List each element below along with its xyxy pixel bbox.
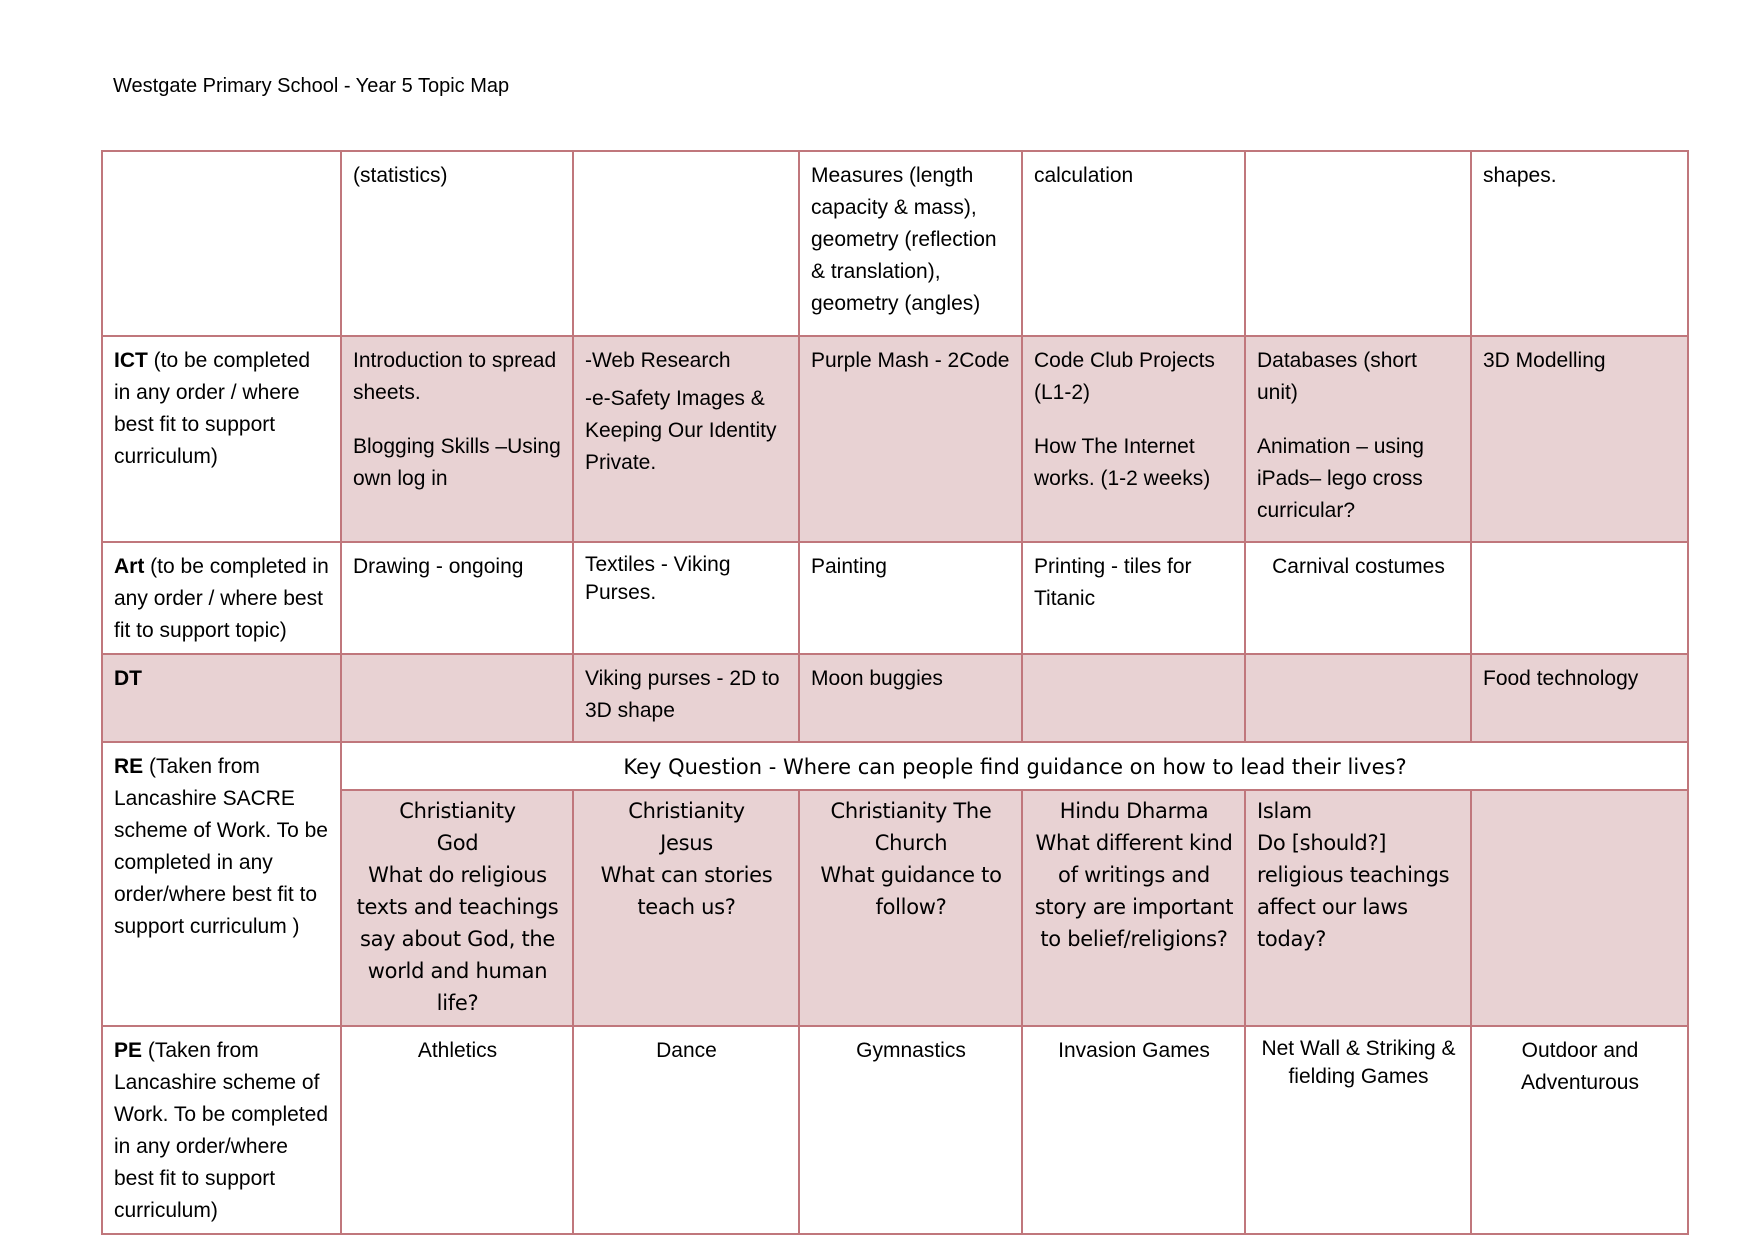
subject-name: RE <box>114 755 144 778</box>
art-cell-6 <box>1471 542 1688 654</box>
re-line: Do [should?] religious teachings affect our laws today? <box>1257 831 1450 951</box>
pe-cell-1: Athletics <box>341 1026 573 1234</box>
ict-cell-4 <box>1022 336 1245 542</box>
maths-cell-5 <box>1245 151 1471 336</box>
dt-cell-4 <box>1022 654 1245 742</box>
subject-note: (Taken from Lancashire SACRE scheme of Work. To be completed in any order/where best fit to support curriculum ) <box>114 755 328 938</box>
art-cell-5: Carnival costumes <box>1245 542 1471 654</box>
cell-paragraph: -Web Research <box>585 349 731 372</box>
maths-cell-4: calculation <box>1022 151 1245 336</box>
ict-subject-cell <box>102 336 341 542</box>
ict-cell-1 <box>341 336 573 542</box>
cell-paragraph: Blogging Skills –Using own log in <box>353 435 561 490</box>
re-line: God <box>436 831 479 855</box>
dt-cell-5 <box>1245 654 1471 742</box>
cell-paragraph: Databases (short unit) <box>1257 349 1417 404</box>
re-line: Christianity <box>399 799 516 823</box>
art-cell-3: Painting <box>799 542 1022 654</box>
re-line: What can stories teach us? <box>600 863 773 919</box>
re-key-question-row <box>102 742 1688 790</box>
subject-name: ICT <box>114 349 148 372</box>
re-cell-6 <box>1471 790 1688 1026</box>
subject-name: PE <box>114 1039 143 1062</box>
maths-row <box>102 151 1688 336</box>
subject-note: (to be completed in any order / where best fit to support topic) <box>114 555 329 642</box>
art-subject-cell <box>102 542 341 654</box>
pe-cell-3: Gymnastics <box>799 1026 1022 1234</box>
pe-cell-4: Invasion Games <box>1022 1026 1245 1234</box>
maths-subject-cell <box>102 151 341 336</box>
cell-paragraph: Animation – using iPads– lego cross curricular? <box>1257 435 1424 522</box>
ict-row <box>102 336 1688 542</box>
pe-subject-cell <box>102 1026 341 1234</box>
re-key-question: Key Question - Where can people find guidance on how to lead their lives? <box>341 742 1688 790</box>
re-line: Christianity <box>628 799 745 823</box>
ict-cell-2 <box>573 336 799 542</box>
re-subject-cell <box>102 742 341 1026</box>
pe-cell-5: Net Wall & Striking & fielding Games <box>1245 1026 1471 1234</box>
ict-cell-3 <box>799 336 1022 542</box>
art-cell-2: Textiles - Viking Purses. <box>573 542 799 654</box>
dt-cell-3: Moon buggies <box>799 654 1022 742</box>
maths-cell-3: Measures (length capacity & mass), geometry (reflection & translation), geometry (angles) <box>799 151 1022 336</box>
re-line: Jesus <box>660 831 713 855</box>
subject-note: (to be completed in any order / where best fit to support curriculum) <box>114 349 311 468</box>
pe-cell-6: Outdoor and Adventurous <box>1471 1026 1688 1234</box>
cell-paragraph: 3D Modelling <box>1483 349 1606 372</box>
re-cell-2 <box>573 790 799 1026</box>
pe-row <box>102 1026 1688 1234</box>
page-title: Westgate Primary School - Year 5 Topic Map <box>113 75 510 97</box>
cell-paragraph: How The Internet works. (1-2 weeks) <box>1034 435 1211 490</box>
re-line: Christianity The Church <box>830 799 992 855</box>
dt-cell-6: Food technology <box>1471 654 1688 742</box>
topic-map-table <box>101 150 1689 1235</box>
pe-cell-2: Dance <box>573 1026 799 1234</box>
ict-cell-6 <box>1471 336 1688 542</box>
re-cell-5 <box>1245 790 1471 1026</box>
maths-cell-1: (statistics) <box>341 151 573 336</box>
dt-cell-2: Viking purses - 2D to 3D shape <box>573 654 799 742</box>
dt-cell-1 <box>341 654 573 742</box>
re-cell-4 <box>1022 790 1245 1026</box>
subject-name: Art <box>114 555 145 578</box>
re-line: What guidance to follow? <box>820 863 1002 919</box>
re-line: What different kind of writings and story are important to belief/religions? <box>1034 831 1234 951</box>
re-cell-1 <box>341 790 573 1026</box>
art-cell-4: Printing - tiles for Titanic <box>1022 542 1245 654</box>
maths-cell-2 <box>573 151 799 336</box>
cell-paragraph: Code Club Projects (L1-2) <box>1034 349 1215 404</box>
maths-cell-6: shapes. <box>1471 151 1688 336</box>
subject-note: (Taken from Lancashire scheme of Work. To be completed in any order/where best fit to support curriculum) <box>114 1039 328 1222</box>
re-line: Hindu Dharma <box>1059 799 1209 823</box>
art-row <box>102 542 1688 654</box>
art-cell-1: Drawing - ongoing <box>341 542 573 654</box>
re-line: What do religious texts and teachings say about God, the world and human life? <box>356 863 559 1015</box>
dt-subject-cell <box>102 654 341 742</box>
re-line: Islam <box>1257 799 1312 823</box>
subject-name: DT <box>114 667 142 690</box>
cell-paragraph: Introduction to spread sheets. <box>353 349 557 404</box>
cell-paragraph: Purple Mash - 2Code <box>811 349 1010 372</box>
ict-cell-5 <box>1245 336 1471 542</box>
dt-row <box>102 654 1688 742</box>
cell-paragraph: -e-Safety Images & Keeping Our Identity Private. <box>585 387 777 474</box>
re-cell-3 <box>799 790 1022 1026</box>
